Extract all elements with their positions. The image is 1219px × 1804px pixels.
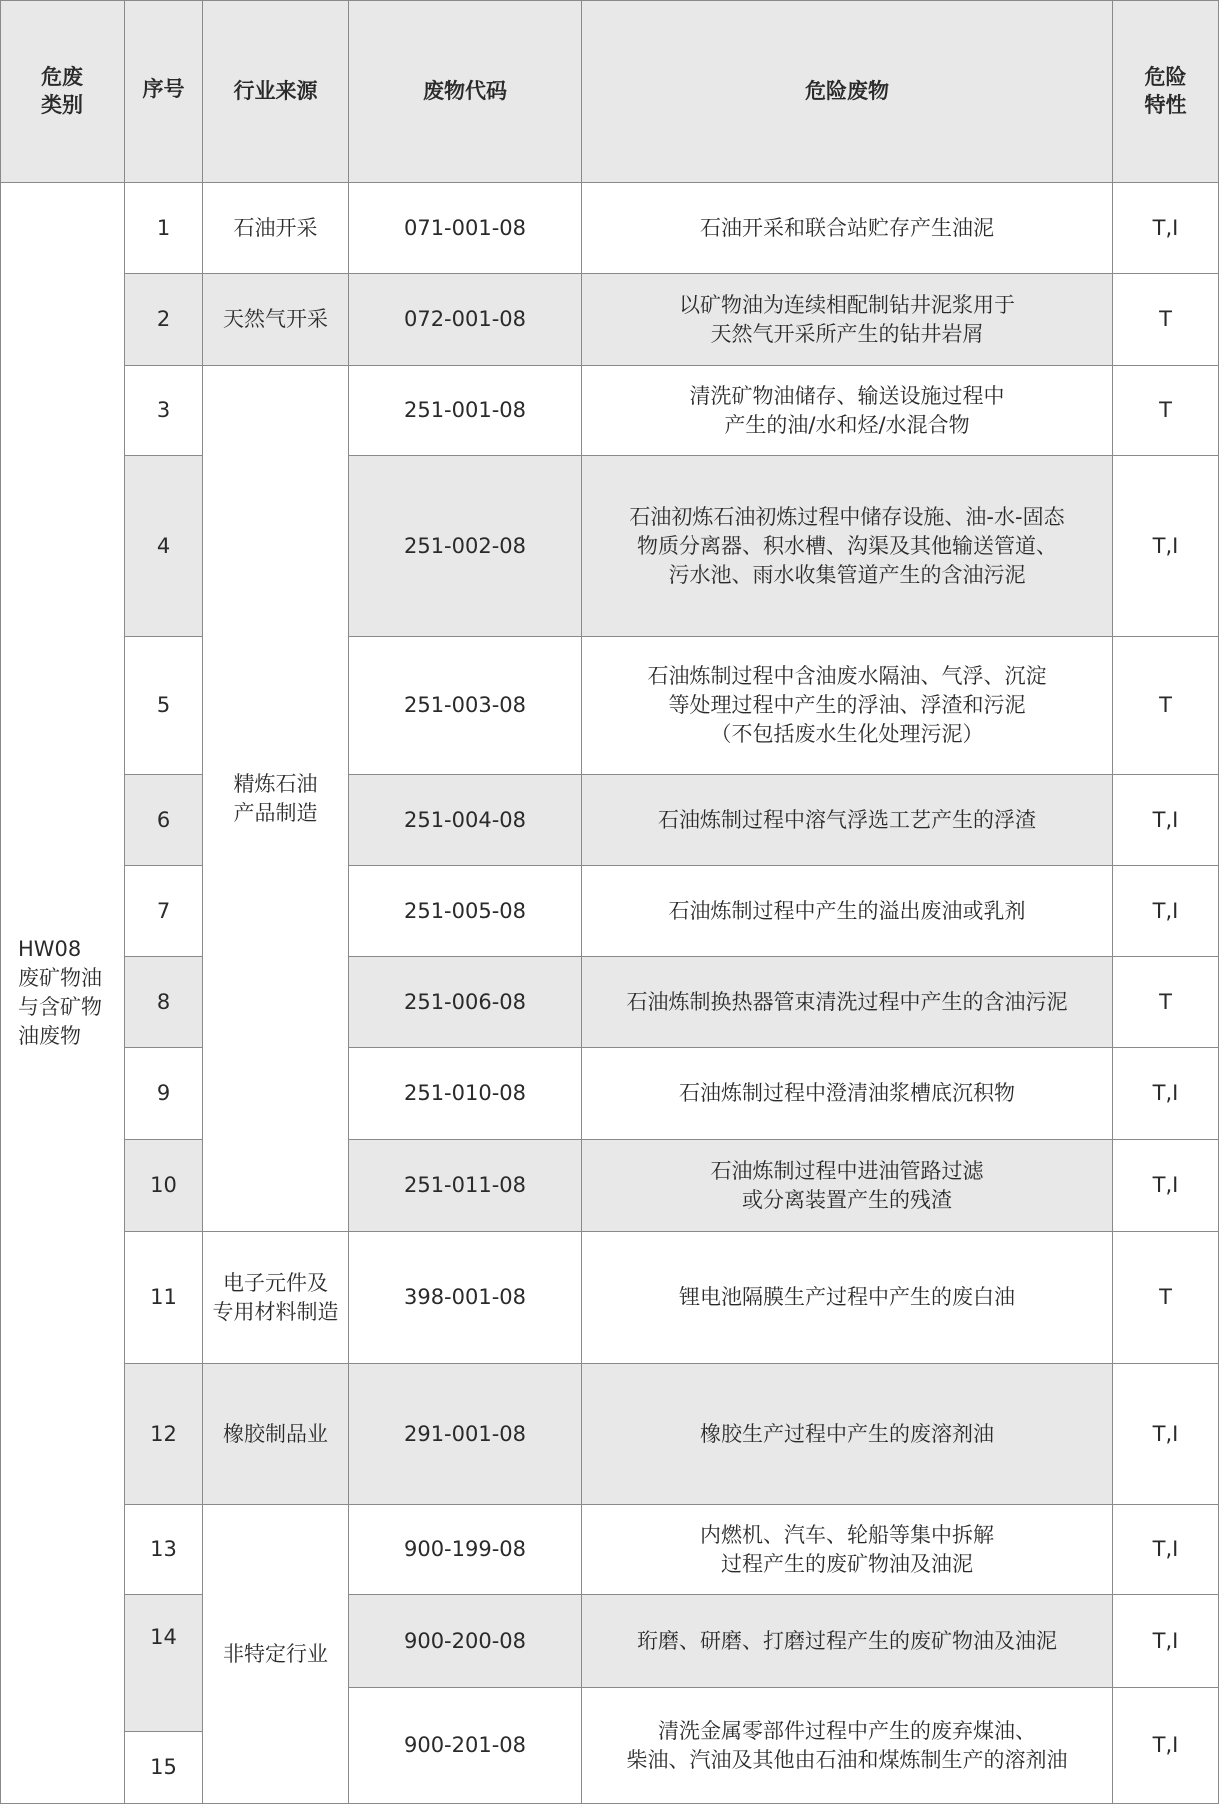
row-5-hazard: T (1113, 637, 1219, 775)
row-14-hazard: T,I (1113, 1595, 1219, 1688)
row-7-seq: 7 (125, 866, 203, 957)
header-hazard: 危险 特性 (1113, 0, 1219, 183)
row-1-code: 071-001-08 (349, 183, 582, 274)
row-11-code: 398-001-08 (349, 1232, 582, 1364)
row-12-waste: 橡胶生产过程中产生的废溶剂油 (582, 1364, 1113, 1505)
row-2-code: 072-001-08 (349, 274, 582, 366)
row-11-seq: 11 (125, 1232, 203, 1364)
row-15-code: 900-201-08 (349, 1688, 582, 1804)
source-non-specific: 非特定行业 (203, 1505, 349, 1804)
row-1-waste: 石油开采和联合站贮存产生油泥 (582, 183, 1113, 274)
row-7-waste: 石油炼制过程中产生的溢出废油或乳剂 (582, 866, 1113, 957)
row-14-seq: 14 (125, 1595, 203, 1732)
source-oil-extraction: 石油开采 (203, 183, 349, 274)
row-2-waste: 以矿物油为连续相配制钻井泥浆用于 天然气开采所产生的钻井岩屑 (582, 274, 1113, 366)
row-5-seq: 5 (125, 637, 203, 775)
category-hw08: HW08 废矿物油 与含矿物 油废物 (0, 183, 125, 1804)
row-14-waste: 珩磨、研磨、打磨过程产生的废矿物油及油泥 (582, 1595, 1113, 1688)
row-8-waste: 石油炼制换热器管束清洗过程中产生的含油污泥 (582, 957, 1113, 1048)
source-electronics: 电子元件及 专用材料制造 (203, 1232, 349, 1364)
row-11-waste: 锂电池隔膜生产过程中产生的废白油 (582, 1232, 1113, 1364)
row-15-seq: 15 (125, 1732, 203, 1804)
header-category: 危废 类别 (0, 0, 125, 183)
source-petroleum-refining: 精炼石油 产品制造 (203, 366, 349, 1232)
row-3-code: 251-001-08 (349, 366, 582, 456)
row-1-seq: 1 (125, 183, 203, 274)
row-12-code: 291-001-08 (349, 1364, 582, 1505)
row-5-code: 251-003-08 (349, 637, 582, 775)
row-9-hazard: T,I (1113, 1048, 1219, 1140)
row-4-waste: 石油初炼石油初炼过程中储存设施、油-水-固态 物质分离器、积水槽、沟渠及其他输送管道、 污水池、雨水收集管道产生的含油污泥 (582, 456, 1113, 637)
row-13-seq: 13 (125, 1505, 203, 1595)
row-9-waste: 石油炼制过程中澄清油浆槽底沉积物 (582, 1048, 1113, 1140)
row-13-waste: 内燃机、汽车、轮船等集中拆解 过程产生的废矿物油及油泥 (582, 1505, 1113, 1595)
row-4-hazard: T,I (1113, 456, 1219, 637)
row-12-hazard: T,I (1113, 1364, 1219, 1505)
source-gas-extraction: 天然气开采 (203, 274, 349, 366)
header-seq: 序号 (125, 0, 203, 183)
row-2-seq: 2 (125, 274, 203, 366)
row-9-code: 251-010-08 (349, 1048, 582, 1140)
row-6-waste: 石油炼制过程中溶气浮选工艺产生的浮渣 (582, 775, 1113, 866)
row-4-code: 251-002-08 (349, 456, 582, 637)
row-14-code: 900-200-08 (349, 1595, 582, 1688)
row-6-code: 251-004-08 (349, 775, 582, 866)
row-7-code: 251-005-08 (349, 866, 582, 957)
row-15-hazard: T,I (1113, 1688, 1219, 1804)
row-13-code: 900-199-08 (349, 1505, 582, 1595)
row-1-hazard: T,I (1113, 183, 1219, 274)
row-15-waste: 清洗金属零部件过程中产生的废弃煤油、 柴油、汽油及其他由石油和煤炼制生产的溶剂油 (582, 1688, 1113, 1804)
row-7-hazard: T,I (1113, 866, 1219, 957)
row-9-seq: 9 (125, 1048, 203, 1140)
row-4-seq: 4 (125, 456, 203, 637)
row-10-waste: 石油炼制过程中进油管路过滤 或分离装置产生的残渣 (582, 1140, 1113, 1232)
row-10-hazard: T,I (1113, 1140, 1219, 1232)
row-3-hazard: T (1113, 366, 1219, 456)
row-10-code: 251-011-08 (349, 1140, 582, 1232)
row-10-seq: 10 (125, 1140, 203, 1232)
row-5-waste: 石油炼制过程中含油废水隔油、气浮、沉淀 等处理过程中产生的浮油、浮渣和污泥 （不包括废水生化处理污泥） (582, 637, 1113, 775)
row-2-hazard: T (1113, 274, 1219, 366)
row-6-seq: 6 (125, 775, 203, 866)
row-8-code: 251-006-08 (349, 957, 582, 1048)
row-3-waste: 清洗矿物油储存、输送设施过程中 产生的油/水和烃/水混合物 (582, 366, 1113, 456)
header-code: 废物代码 (349, 0, 582, 183)
row-8-seq: 8 (125, 957, 203, 1048)
header-waste: 危险废物 (582, 0, 1113, 183)
row-12-seq: 12 (125, 1364, 203, 1505)
row-6-hazard: T,I (1113, 775, 1219, 866)
row-13-hazard: T,I (1113, 1505, 1219, 1595)
row-3-seq: 3 (125, 366, 203, 456)
source-rubber: 橡胶制品业 (203, 1364, 349, 1505)
row-8-hazard: T (1113, 957, 1219, 1048)
row-11-hazard: T (1113, 1232, 1219, 1364)
header-source: 行业来源 (203, 0, 349, 183)
